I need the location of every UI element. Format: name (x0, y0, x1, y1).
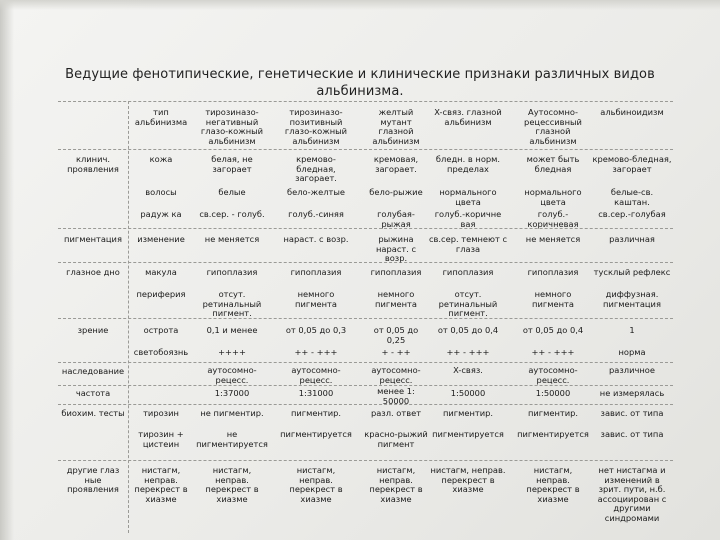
table-cell: белая, не загорает (211, 154, 253, 174)
table-cell: отсут. ретинальный пигмент. (202, 289, 262, 319)
header-type: тип альбинизма (134, 107, 188, 127)
header-x-linked: X-связ. глазной альбинизм (434, 107, 502, 127)
table-cell: аутосомно-рецесс. (291, 365, 341, 385)
header-tyr-positive: тирозиназо-позитивный глазо-кожный альбинизм (284, 107, 348, 146)
label-periphery: периферия (136, 289, 186, 299)
table-cell: гипоплазия (370, 267, 422, 277)
table-cell: отсут. ретинальный пигмент. (438, 289, 498, 319)
label-tyrosine-cysteine: тирозин + цистеин (138, 429, 184, 449)
section-pigmentation: пигментация (64, 234, 122, 244)
table-cell: нистагм, неправ. перекрест в хиазме (369, 465, 423, 504)
page-title: Ведущие фенотипические, генетические и клинические признаки различных видов альбинизма. (65, 67, 655, 99)
table-cell: гипоплазия (442, 267, 494, 277)
header-tyr-negative: тирозиназо-негативный глазо-кожный альбинизм (200, 107, 264, 146)
table-cell: пигментируется (432, 429, 504, 439)
table-cell: нараст. с возр. (283, 234, 349, 244)
section-other-eye: другие глаз ные проявления (66, 465, 120, 495)
table-cell: завис. от типа (600, 429, 664, 439)
table-cell: различное (609, 365, 655, 375)
table-cell: может быть бледная (526, 154, 580, 174)
table-cell: ++ - +++ (446, 347, 490, 357)
table-cell: нистагм, неправ. перекрест в хиазме (134, 465, 188, 504)
table-cell: 1 (629, 325, 635, 335)
table-cell: пигментир. (290, 408, 342, 418)
table-cell: 1:37000 (214, 388, 250, 398)
table-cell: гипоплазия (527, 267, 579, 277)
table-cell: немного пигмента (375, 289, 417, 309)
table-cell: пигментируется (517, 429, 589, 439)
table-cell: нет нистагма и изменений в зрит. пути, н.б. ассоциирован с другими синдромами (597, 465, 667, 523)
table-cell: + - ++ (381, 347, 411, 357)
table-cell: кремово-бледная, загорает (592, 154, 672, 174)
table-cell: от 0,05 до 0,4 (522, 325, 584, 335)
header-yellow-mutant: желтый мутант глазной альбинизм (372, 107, 420, 146)
table-cell: кремовая, загорает. (373, 154, 419, 174)
table-cell: св.сер. - голуб. (199, 209, 265, 219)
table-cell: X-связ. (453, 365, 483, 375)
table-cell: пигментир. (442, 408, 494, 418)
row-divider (58, 460, 673, 461)
table-cell: менее 1: 50000 (377, 386, 415, 406)
table-cell: не пигментируется (196, 429, 268, 449)
table-cell: разл. ответ (370, 408, 422, 418)
section-clinical: клинич. проявления (67, 154, 119, 174)
table-cell: завис. от типа (600, 408, 664, 418)
table-cell: голуб.-коричневая (527, 209, 579, 229)
table-cell: не пигментир. (200, 408, 264, 418)
table-cell: 0,1 и менее (206, 325, 258, 335)
table-cell: не меняется (204, 234, 260, 244)
label-skin: кожа (149, 154, 173, 164)
table-cell: 1:31000 (298, 388, 334, 398)
table-cell: нистагм, неправ. перекрест в хиазме (430, 465, 506, 495)
label-tyrosine: тирозин (143, 408, 179, 418)
table-top-border (58, 101, 673, 102)
table-cell: св.сер. темнеют с глаза (428, 234, 508, 254)
table-cell: от 0,05 до 0,3 (285, 325, 347, 335)
table-cell: 1:50000 (535, 388, 571, 398)
table-cell: тусклый рефлекс (593, 267, 671, 277)
table-cell: немного пигмента (295, 289, 337, 309)
label-acuity: острота (143, 325, 179, 335)
table-cell: нистагм, неправ. перекрест в хиазме (205, 465, 259, 504)
section-biochem: биохим. тесты (61, 408, 125, 418)
table-cell: нормального цвета (524, 187, 582, 207)
table-cell: от 0,05 до 0,4 (437, 325, 499, 335)
table-cell: кремово-бледная, загорает. (295, 154, 337, 184)
table-cell: аутосомно-рецесс. (207, 365, 257, 385)
table-cell: нистагм, неправ. перекрест в хиазме (289, 465, 343, 504)
table-cell: гипоплазия (290, 267, 342, 277)
table-cell: не измерялась (599, 388, 665, 398)
label-change: изменение (137, 234, 185, 244)
table-cell: норма (618, 347, 646, 357)
table-cell: аутосомно-рецесс. (371, 365, 421, 385)
table-cell: ++ - +++ (294, 347, 338, 357)
section-vision: зрение (77, 325, 109, 335)
table-cell: св.сер.-голубая (598, 209, 666, 219)
table-cell: ++++ (218, 347, 246, 357)
table-cell: белые-св. каштан. (610, 187, 654, 207)
table-cell: белые (218, 187, 246, 197)
table-cell: голуб.-коричне вая (434, 209, 502, 229)
label-macula: макула (145, 267, 177, 277)
section-inheritance: наследование (61, 366, 125, 376)
table-cell: не меняется (525, 234, 581, 244)
table-cell: 1:50000 (450, 388, 486, 398)
table-cell: бело-желтые (287, 187, 345, 197)
table-cell: немного пигмента (532, 289, 574, 309)
table-cell: от 0,05 до 0,25 (373, 325, 419, 345)
section-fundus: глазное дно (66, 267, 120, 277)
label-iris: радуж ка (140, 209, 182, 219)
table-cell: голуб.-синяя (288, 209, 344, 219)
row-divider (58, 362, 673, 363)
table-cell: различная (609, 234, 655, 244)
table-cell: бело-рыжие (369, 187, 423, 197)
section-frequency: частота (75, 388, 111, 398)
table-cell: нистагм, неправ. перекрест в хиазме (526, 465, 580, 504)
header-autosomal: Аутосомно-рецессивный глазной альбинизм (524, 107, 582, 146)
table-cell: рыжина нараст. с возр. (375, 234, 417, 264)
table-cell: пигментир. (527, 408, 579, 418)
header-divider (58, 149, 673, 150)
table-cell: бледн. в норм. пределах (435, 154, 501, 174)
table-cell: голубая-рыжая (377, 209, 415, 229)
header-albinoidism: альбиноидизм (600, 107, 664, 117)
label-photophobia: светобоязнь (133, 347, 189, 357)
table-cell: ++ - +++ (531, 347, 575, 357)
table-cell: красно-рыжий пигмент (364, 429, 428, 449)
table-cell: диффузная. пигментация (603, 289, 661, 309)
label-hair: волосы (145, 187, 177, 197)
table-cell: пигментируется (280, 429, 352, 439)
row-divider (58, 318, 673, 319)
table-cell: гипоплазия (206, 267, 258, 277)
table-cell: аутосомно-рецесс. (528, 365, 578, 385)
table-cell: нормального цвета (439, 187, 497, 207)
column-divider (128, 101, 129, 533)
